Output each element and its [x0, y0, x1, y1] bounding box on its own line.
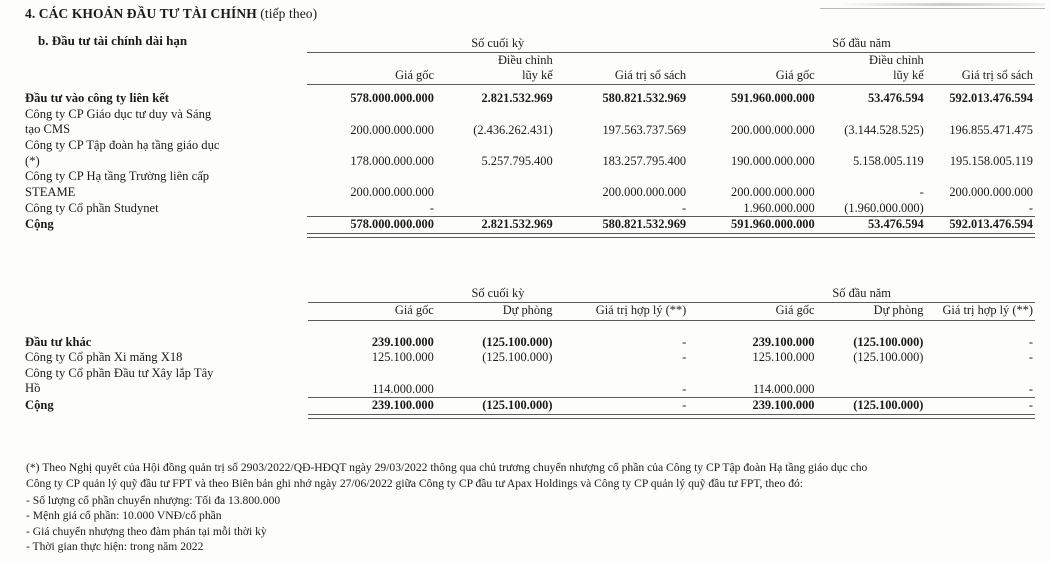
table-row — [25, 350, 1035, 366]
section-title-suffix: (tiếp theo) — [260, 6, 318, 21]
row-value: (1.960.000.000) — [844, 200, 924, 215]
col-header-6: Giá trị hợp lý (**) — [942, 303, 1033, 317]
footnotes-block — [26, 460, 1031, 554]
col-header-5: Dự phòng — [873, 303, 924, 317]
table-row — [25, 107, 1035, 138]
row-value: (125.100.000) — [853, 350, 924, 365]
table-row — [25, 91, 1035, 107]
row-label — [25, 169, 307, 200]
row-value: - — [1028, 334, 1033, 349]
col-header-6-line2: Giá trị sổ sách — [961, 67, 1033, 82]
row-label: Đầu tư vào công ty liên kết — [25, 91, 169, 106]
row-value: 1.960.000.000 — [743, 200, 815, 215]
row-value: 591.960.000.000 — [731, 91, 815, 106]
row-value: 592.013.476.594 — [949, 91, 1033, 106]
scan-artifact — [845, 3, 1045, 6]
row-label-line2: tạo CMS — [25, 122, 71, 137]
footnote-bullet-3: - Giá chuyển nhượng theo đàm phán tại mỗi thời kỳ — [26, 524, 267, 538]
column-header-row — [25, 303, 1035, 320]
total-value: 239.100.000 — [371, 398, 434, 413]
col-header-3 — [555, 53, 688, 84]
table-row — [25, 169, 1035, 200]
column-header-row — [25, 53, 1035, 84]
row-label-line1: Công ty CP Tập đoàn hạ tầng giáo dục — [25, 138, 220, 153]
footnote-bullet-4: - Thời gian thực hiện: trong năm 2022 — [26, 540, 204, 554]
group-header-row — [25, 36, 1035, 52]
row-value: 200.000.000.000 — [350, 185, 434, 200]
row-value: - — [682, 350, 687, 365]
total-value: 53.476.594 — [867, 217, 924, 232]
row-value: 200.000.000.000 — [731, 122, 815, 137]
row-label-line2: STEAME — [25, 184, 76, 199]
footnote-paragraph-line-2: Công ty CP quản lý quỹ đầu tư FPT và theo Biên bản ghi nhớ ngày 27/06/2022 giữa Công ty CP đầu tư Apax Holdings và Công ty CP quản lý quỹ đầu tư FPT, theo đó: — [26, 477, 804, 491]
total-value: 592.013.476.594 — [949, 217, 1033, 232]
row-value: 239.100.000 — [371, 334, 434, 349]
total-value: 239.100.000 — [752, 398, 815, 413]
row-value — [436, 169, 555, 200]
group-header-opening: Số đầu năm — [832, 36, 891, 50]
row-value: 125.100.000 — [371, 350, 434, 365]
table-row — [25, 366, 1035, 397]
row-label-line1: Công ty Cổ phần Đầu tư Xây lắp Tây — [25, 365, 214, 380]
total-bottom-rule-row — [25, 414, 1035, 419]
scan-artifact-line — [820, 8, 1045, 9]
row-value: 239.100.000 — [752, 334, 815, 349]
footnote-paragraph-line-1: (*) Theo Nghị quyết của Hội đồng quản trị số 2903/2022/QĐ-HĐQT ngày 29/03/2022 thông qua chủ trương chuyển nhượng cổ phần của Công ty CP Tập đoàn Hạ tầng giáo dục cho — [26, 461, 868, 474]
row-value: 178.000.000.000 — [350, 153, 434, 168]
section-title — [25, 6, 317, 22]
col-header-1: Giá gốc — [394, 303, 434, 317]
row-value: - — [681, 200, 687, 215]
section-title-main: 4. CÁC KHOẢN ĐẦU TƯ TÀI CHÍNH — [25, 6, 257, 21]
table-row — [25, 335, 1035, 351]
row-value: 114.000.000 — [372, 381, 434, 396]
total-value: - — [1028, 398, 1033, 413]
col-header-3: Giá trị hợp lý (**) — [595, 303, 687, 317]
row-value: 2.821.532.969 — [481, 91, 553, 106]
col-header-4-line2: Giá gốc — [775, 67, 815, 82]
group-header-current: Số cuối kỳ — [471, 286, 525, 300]
total-value: (125.100.000) — [482, 398, 553, 413]
row-value — [816, 366, 925, 397]
row-label-line2: Hồ — [25, 381, 41, 396]
col-header-5-line2: lũy kế — [893, 67, 924, 82]
col-header-2: Dự phòng — [502, 303, 553, 317]
col-header-1 — [307, 53, 436, 84]
other-investments-table — [25, 286, 1035, 419]
row-value: 114.000.000 — [752, 381, 815, 396]
row-value: 200.000.000.000 — [731, 185, 815, 200]
total-label: Cộng — [25, 398, 54, 413]
row-value: 53.476.594 — [867, 91, 924, 106]
total-value: 2.821.532.969 — [481, 217, 553, 232]
row-label-line1: Công ty CP Giáo dục tư duy và Sáng — [25, 106, 212, 121]
row-value: 196.855.471.475 — [949, 122, 1033, 137]
row-value: (125.100.000) — [482, 350, 553, 365]
row-value: - — [682, 381, 687, 396]
row-value: 197.563.737.569 — [602, 122, 687, 137]
row-value: (3.144.528.525) — [844, 122, 924, 137]
subsection-title: b. Đầu tư tài chính dài hạn — [38, 33, 188, 48]
col-header-4: Giá gốc — [775, 303, 815, 317]
row-label — [25, 366, 308, 397]
footnote-bullet-1: - Số lượng cổ phần chuyển nhượng: Tối đa 13.800.000 — [26, 493, 281, 507]
row-value: 183.257.795.400 — [602, 153, 687, 168]
total-bottom-double-rule — [307, 233, 1035, 238]
long-term-investments-table — [25, 36, 1035, 238]
total-bottom-double-rule — [308, 414, 1035, 419]
total-label: Cộng — [25, 217, 54, 232]
total-value: 591.960.000.000 — [731, 217, 815, 232]
row-value: 195.158.005.119 — [949, 153, 1033, 168]
table-row — [25, 201, 1035, 217]
col-header-5 — [817, 53, 926, 84]
row-value: (125.100.000) — [853, 334, 924, 349]
col-header-3-line2: Giá trị sổ sách — [614, 67, 687, 82]
row-value: - — [682, 334, 687, 349]
total-value: 578.000.000.000 — [350, 217, 434, 232]
row-value: 125.100.000 — [752, 350, 815, 365]
total-value: - — [682, 398, 687, 413]
row-label: Đầu tư khác — [25, 334, 92, 349]
row-value: 200.000.000.000 — [350, 122, 434, 137]
row-label-line2: (*) — [25, 153, 40, 168]
row-label: Công ty Cổ phần Xi măng X18 — [25, 350, 183, 365]
row-value: 578.000.000.000 — [350, 91, 434, 106]
table-row — [25, 138, 1035, 169]
row-value: (125.100.000) — [482, 334, 553, 349]
group-header-current: Số cuối kỳ — [471, 36, 525, 50]
col-header-6 — [926, 53, 1035, 84]
row-value: - — [1028, 200, 1033, 215]
col-header-4 — [688, 53, 817, 84]
row-value — [436, 201, 555, 217]
row-label-line1: Công ty CP Hạ tầng Trường liên cấp — [25, 169, 210, 184]
row-value: - — [1028, 350, 1033, 365]
group-header-opening: Số đầu năm — [832, 286, 891, 300]
total-value: (125.100.000) — [853, 398, 924, 413]
col-header-2-line2: lũy kế — [522, 67, 553, 82]
footnote-bullet-2: - Mệnh giá cổ phần: 10.000 VNĐ/cổ phần — [26, 509, 222, 523]
row-label — [25, 107, 307, 138]
group-header-row — [25, 286, 1035, 302]
header-gap — [25, 321, 1035, 335]
row-value: 5.158.005.119 — [852, 153, 924, 168]
col-header-2 — [436, 53, 555, 84]
col-header-5-line1: Điều chỉnh — [869, 53, 924, 67]
total-value: 580.821.532.969 — [602, 217, 687, 232]
row-value: - — [429, 200, 434, 215]
row-value: - — [919, 185, 924, 200]
col-header-1-line2: Giá gốc — [395, 67, 434, 82]
row-label — [25, 138, 307, 169]
row-value: - — [1028, 381, 1033, 396]
row-value: (2.436.262.431) — [473, 122, 553, 137]
col-header-2-line1: Điều chỉnh — [497, 53, 553, 67]
row-value: 580.821.532.969 — [602, 91, 687, 106]
total-bottom-rule-row — [25, 233, 1035, 238]
row-label: Công ty Cổ phần Studynet — [25, 200, 159, 215]
total-row — [25, 398, 1035, 414]
row-value: 190.000.000.000 — [731, 153, 815, 168]
row-value: 200.000.000.000 — [949, 185, 1033, 200]
row-value: 5.257.795.400 — [481, 153, 553, 168]
row-value: 200.000.000.000 — [602, 185, 687, 200]
total-row — [25, 217, 1035, 233]
row-value — [436, 366, 555, 397]
